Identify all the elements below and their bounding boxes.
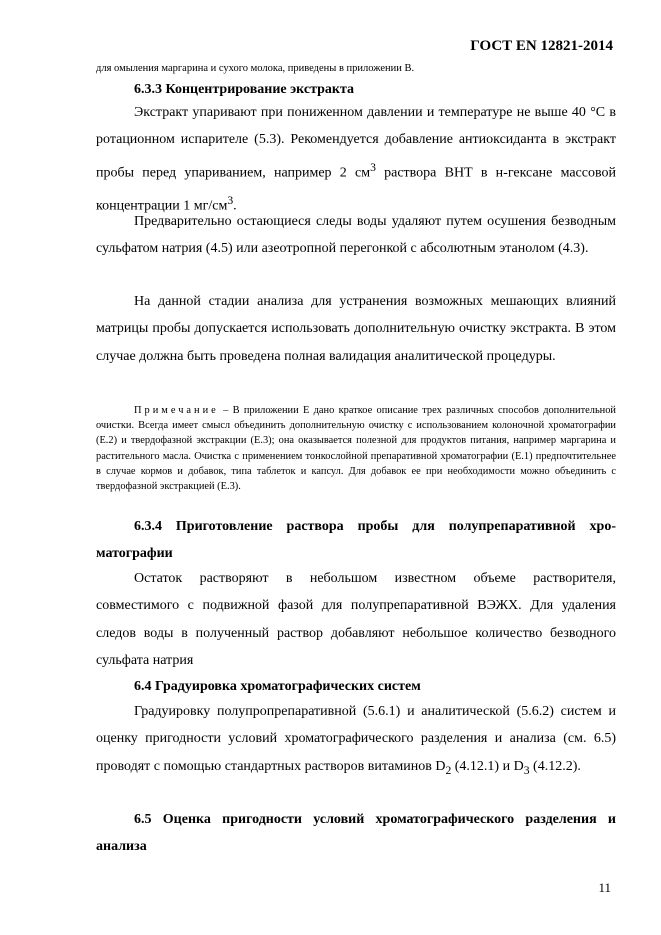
note-block	[96, 403, 616, 494]
note-label: Примечание	[134, 405, 219, 416]
section-heading: 6.4 Градуировка хроматографических систем	[134, 679, 421, 694]
document-code-header: ГОСТ EN 12821-2014	[470, 38, 613, 54]
paragraph-calibration: Градуировку полупропрепаративной (5.6.1) и аналитической (5.6.2) систем и оценку пригодности условий хроматографического разделения и анализа (см. 6.5) проводят с помощью стандартных растворов витаминов $D_2$ (4.12.1) и $D_3$ (4.12.2).	[96, 704, 616, 777]
section-heading: 6.5 Оценка пригодности условий хроматографического разделения и анализа	[96, 812, 616, 854]
paragraph-drying: Предварительно остающиеся следы воды удаляют путем осушения безводным сульфатом натрия (4.5) или азеотропной перегонкой с абсолютным этанолом (4.3).	[96, 214, 616, 257]
page-number: 11	[598, 880, 611, 895]
superscript: 3	[370, 160, 376, 174]
section-6-3-4	[96, 513, 616, 567]
paragraph-dissolve: Остаток растворяют в небольшом известном объеме растворителя, совместимого с подвижной фазой для полупрепаративной ВЭЖХ. Для удаления следов воды в полученный раствор добавляют небольшое количество безводного сульфата натрия	[96, 571, 616, 669]
subscript: 3	[523, 763, 530, 777]
section-heading: 6.3.3 Концентрирование экстракта	[134, 82, 355, 97]
degree-unit: °C	[590, 105, 606, 120]
section-6-5	[96, 806, 616, 860]
paragraph-cleanup: На данной стадии анализа для устранения возможных мешающих влияний матрицы пробы допускается использовать дополнительную очистку экстракта. В этом случае должна быть проведена полная валидация аналитической процедуры.	[96, 294, 616, 364]
superscript: 3	[227, 193, 234, 207]
continued-text-line: для омыления маргарина и сухого молока, приведены в приложении В.	[96, 63, 415, 74]
section-heading: 6.3.4 Приготовление раствора пробы для полупрепаративной хроматографии	[96, 519, 616, 561]
subscript: 2	[445, 763, 452, 777]
note-text: – В приложении Е дано краткое описание трех различных способов дополнительной очистки. Всегда имеет смысл объединить дополнительную очистку с использованием колоночной хроматографии (Е.2) и твердофазной экстракции (Е.3); она оказывается полезной для продуктов питания, например маргарина и растительного масла. Очистка с применением тонкослойной препаративной хроматографии (Е.1) предпочтительнее в случае кормов и добавок, типа таблеток и капсул. Для добавок ее при необходимости можно объединить с твердофазной экстракцией (Е.3).	[96, 405, 616, 493]
paragraph-evaporation: Экстракт упаривают при пониженном давлении и температуре не выше 40 °C в ротационном испарителе (5.3). Рекомендуется добавление антиоксиданта в экстракт пробы перед упариванием, например 2 $см^3$ раствора ВНТ в н-гексане массовой концентрации 1 $мг/см^3$.	[96, 105, 616, 214]
section-6-4	[96, 673, 616, 700]
